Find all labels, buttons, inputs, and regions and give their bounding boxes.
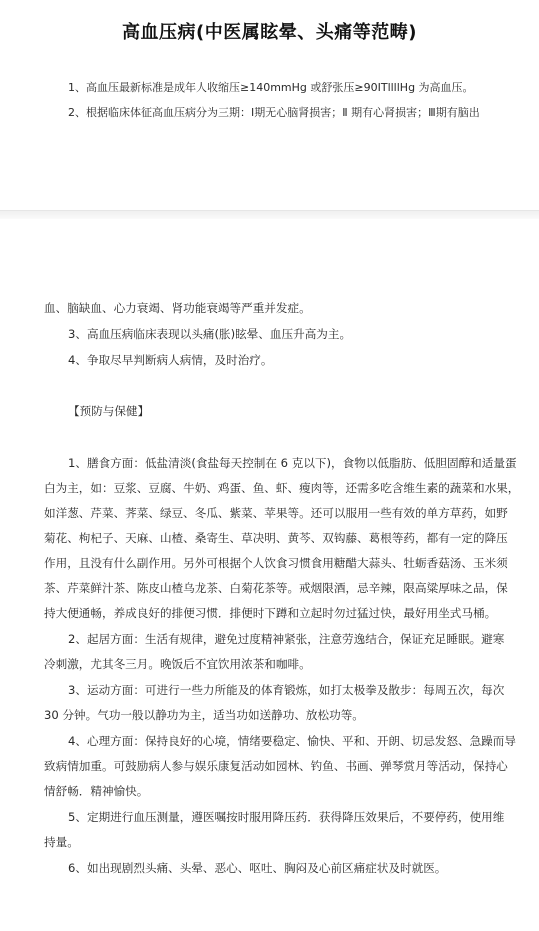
page1-line-2: 2、根据临床体征高血压病分为三期：Ⅰ期无心脑肾损害；Ⅱ 期有心肾损害；Ⅲ期有脑出 xyxy=(68,106,480,119)
section-heading: 【预防与保健】 xyxy=(68,404,150,418)
page1-line-1: 1、高血压最新标准是成年人收缩压≥140mmHg 或舒张压≥90ITllllHg 为高血压。 xyxy=(68,81,474,94)
item-1-line: 持大便通畅，养成良好的排便习惯．排便时下蹲和立起时勿过猛过快，最好用坐式马桶。 xyxy=(44,606,497,620)
item-6-line: 6、如出现剧烈头痛、头晕、恶心、呕吐、胸闷及心前区痛症状及时就医。 xyxy=(68,861,447,875)
item-4-line: 4、心理方面：保持良好的心境，情绪要稳定、愉快、平和、开朗、切忌发怒、急躁而导 xyxy=(68,734,516,748)
item-3-line: 3、运动方面：可进行一些力所能及的体育锻炼，如打太极拳及散步：每周五次，每次 xyxy=(68,683,505,697)
intro-line: 血、脑缺血、心力衰竭、肾功能衰竭等严重并发症。 xyxy=(44,301,311,315)
item-1-line: 白为主，如：豆浆、豆腐、牛奶、鸡蛋、鱼、虾、瘦肉等，还需多吃含维生素的蔬菜和水果， xyxy=(44,481,520,495)
item-5-line: 5、定期进行血压测量，遵医嘱按时服用降压药．获得降压效果后，不要停药，使用维 xyxy=(68,810,505,824)
item-5-line: 持量。 xyxy=(44,835,79,849)
item-4-line: 情舒畅．精神愉快。 xyxy=(44,784,149,798)
item-1-line: 茶、芹菜鲜汁茶、陈皮山楂乌龙茶、白菊花茶等。戒烟限酒，忌辛辣，限高粱厚味之品，保 xyxy=(44,581,508,595)
item-1-line: 1、膳食方面：低盐清淡(食盐每天控制在 6 克以下)，食物以低脂肪、低胆固醇和适量蛋 xyxy=(68,456,517,470)
page-break xyxy=(0,210,539,219)
item-1-line: 菊花、枸杞子、天麻、山楂、桑寄生、草决明、黄芩、双钩藤、葛根等药，都有一定的降压 xyxy=(44,531,508,545)
item-1-line: 作用，且没有什么副作用。另外可根据个人饮食习惯食用糖醋大蒜头、牡蛎香菇汤、玉米须 xyxy=(44,556,508,570)
item-3-line: 30 分钟。气功一般以静功为主，适当功如送静功、放松功等。 xyxy=(44,708,364,722)
item-2-line: 冷刺激，尤其冬三月。晚饭后不宜饮用浓茶和咖啡。 xyxy=(44,657,311,671)
item-4-line: 致病情加重。可鼓励病人参与娱乐康复活动如园林、钓鱼、书画、弹琴赏月等活动，保持心 xyxy=(44,759,508,773)
document-title: 高血压病(中医属眩晕、头痛等范畴) xyxy=(122,22,417,43)
intro-line: 4、争取尽早判断病人病情，及时治疗。 xyxy=(68,353,273,367)
intro-line: 3、高血压病临床表现以头痛(胀)眩晕、血压升高为主。 xyxy=(68,327,352,341)
item-2-line: 2、起居方面：生活有规律，避免过度精神紧张，注意劳逸结合，保证充足睡眠。避寒 xyxy=(68,632,505,646)
item-1-line: 如洋葱、芹菜、荠菜、绿豆、冬瓜、紫菜、苹果等。还可以服用一些有效的单方草药，如野 xyxy=(44,506,508,520)
